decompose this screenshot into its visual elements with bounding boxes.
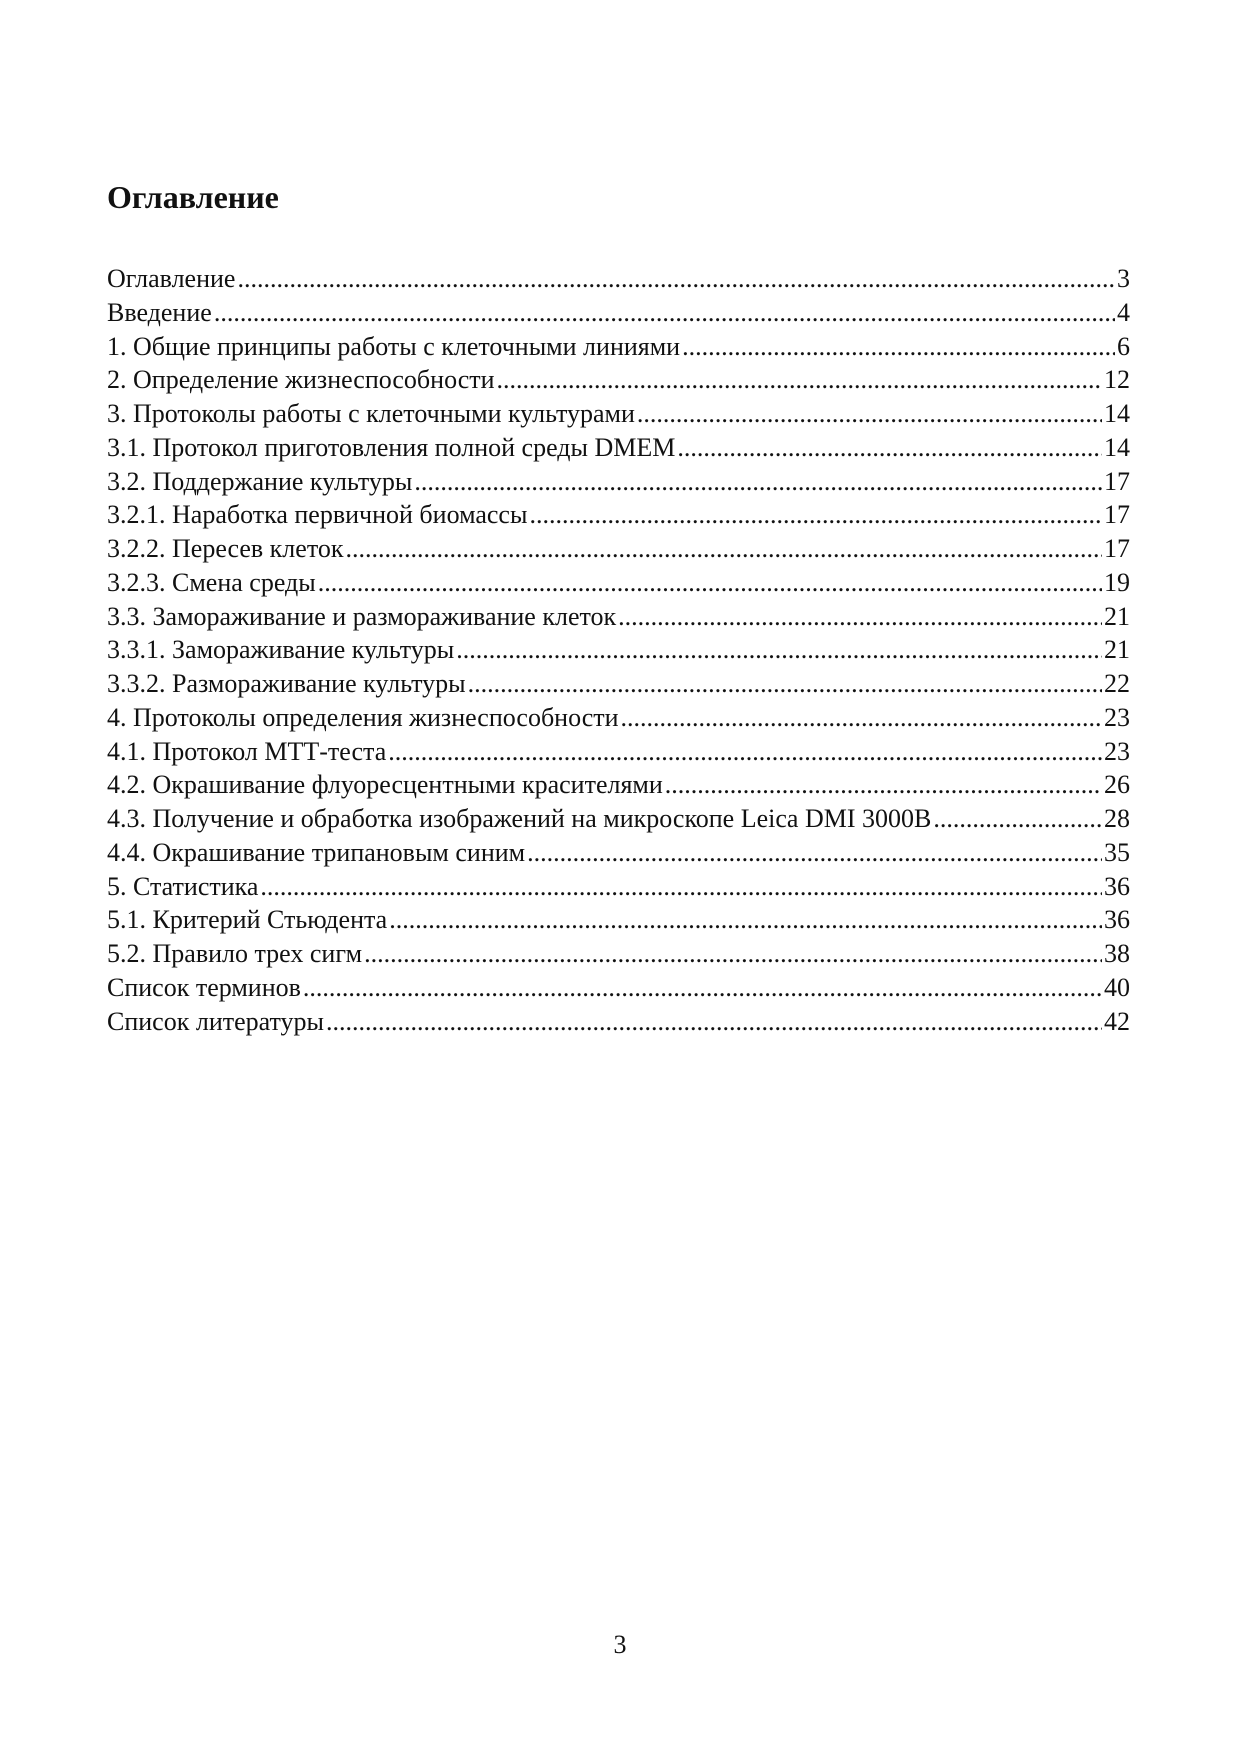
toc-entry[interactable] bbox=[107, 903, 1130, 937]
toc-entry-title: 5.2. Правило трех сигм bbox=[107, 939, 363, 968]
toc-entry-page: 21 bbox=[1104, 601, 1130, 631]
toc-entry-title: 3.1. Протокол приготовления полной среды DMEM bbox=[107, 432, 676, 462]
toc-dot-leader bbox=[260, 870, 1102, 904]
toc-entry[interactable] bbox=[107, 600, 1130, 634]
toc-entry-title: 3.2.3. Смена среды bbox=[107, 567, 316, 597]
toc-entry-page: 14 bbox=[1104, 432, 1130, 462]
toc-entry-page: 36 bbox=[1104, 871, 1130, 901]
toc-entry-title: 3.2. Поддержание культуры bbox=[107, 466, 413, 496]
toc-entry-page: 17 bbox=[1104, 500, 1130, 530]
toc-dot-leader bbox=[677, 431, 1102, 465]
toc-dot-leader bbox=[529, 498, 1102, 532]
toc-dot-leader bbox=[637, 397, 1102, 431]
toc-entry-title: 4.2. Окрашивание флуоресцентными красителями bbox=[107, 770, 663, 800]
toc-entry-page: 38 bbox=[1104, 939, 1130, 968]
toc-entry[interactable] bbox=[107, 768, 1130, 802]
toc-dot-leader bbox=[388, 735, 1102, 769]
toc-dot-leader bbox=[318, 566, 1102, 600]
toc-entry-title: Оглавление bbox=[107, 264, 236, 293]
toc-entry-title: 3. Протоколы работы с клеточными культурами bbox=[107, 399, 635, 428]
toc-entry[interactable] bbox=[107, 296, 1130, 330]
toc-entry-title: 3.2.1. Наработка первичной биомассы bbox=[107, 500, 528, 530]
toc-entry-title: 3.2.2. Пересев клеток bbox=[107, 534, 344, 563]
toc-entry-title: 4.3. Получение и обработка изображений на микроскопе Leica DMI 3000B bbox=[107, 804, 932, 833]
toc-entry-title: Введение bbox=[107, 297, 212, 327]
toc-entry-title: Список терминов bbox=[107, 972, 301, 1002]
toc-entry-page: 26 bbox=[1104, 770, 1130, 800]
toc-entry-page: 6 bbox=[1117, 331, 1130, 361]
toc-dot-leader bbox=[303, 971, 1102, 1005]
toc-entry-page: 17 bbox=[1104, 534, 1130, 563]
toc-dot-leader bbox=[456, 633, 1102, 667]
toc-dot-leader bbox=[237, 262, 1115, 296]
toc-entry-title: 4. Протоколы определения жизнеспособности bbox=[107, 702, 619, 732]
toc-entry[interactable] bbox=[107, 735, 1130, 769]
toc-entry[interactable] bbox=[107, 262, 1130, 296]
toc-entry[interactable] bbox=[107, 937, 1130, 971]
toc-dot-leader bbox=[414, 465, 1102, 499]
toc-entry[interactable] bbox=[107, 1005, 1130, 1039]
toc-dot-leader bbox=[468, 667, 1102, 701]
toc-entry-title: 3.3.1. Замораживание культуры bbox=[107, 635, 455, 665]
toc-dot-leader bbox=[345, 532, 1102, 566]
toc-dot-leader bbox=[682, 330, 1115, 364]
toc-entry[interactable] bbox=[107, 566, 1130, 600]
toc-entry[interactable] bbox=[107, 397, 1130, 431]
toc-entry[interactable] bbox=[107, 836, 1130, 870]
toc-entry-title: 1. Общие принципы работы с клеточными линиями bbox=[107, 331, 681, 361]
toc-entry-title: 5. Статистика bbox=[107, 871, 259, 901]
toc-dot-leader bbox=[364, 937, 1102, 971]
toc-entry[interactable] bbox=[107, 701, 1130, 735]
toc-entry-title: 3.3.2. Размораживание культуры bbox=[107, 669, 466, 698]
toc-entry-page: 19 bbox=[1104, 567, 1130, 597]
toc-dot-leader bbox=[497, 363, 1102, 397]
table-of-contents bbox=[107, 262, 1130, 1038]
toc-dot-leader bbox=[389, 903, 1102, 937]
toc-dot-leader bbox=[214, 296, 1115, 330]
toc-entry-page: 4 bbox=[1117, 297, 1130, 327]
toc-entry-title: 4.4. Окрашивание трипановым синим bbox=[107, 837, 526, 867]
toc-dot-leader bbox=[665, 768, 1102, 802]
toc-dot-leader bbox=[933, 802, 1102, 836]
toc-entry[interactable] bbox=[107, 498, 1130, 532]
toc-entry-title: 3.3. Замораживание и размораживание клеток bbox=[107, 601, 617, 631]
toc-entry-page: 23 bbox=[1104, 736, 1130, 766]
toc-entry[interactable] bbox=[107, 971, 1130, 1005]
toc-entry-page: 42 bbox=[1104, 1006, 1130, 1036]
toc-entry-title: 4.1. Протокол МТТ-теста bbox=[107, 736, 387, 766]
toc-entry-page: 36 bbox=[1104, 905, 1130, 935]
toc-entry[interactable] bbox=[107, 802, 1130, 836]
toc-dot-leader bbox=[621, 701, 1102, 735]
toc-entry-page: 17 bbox=[1104, 466, 1130, 496]
toc-entry-page: 28 bbox=[1104, 804, 1130, 833]
page-title: Оглавление bbox=[107, 179, 279, 215]
toc-entry-page: 3 bbox=[1117, 264, 1130, 293]
toc-entry[interactable] bbox=[107, 363, 1130, 397]
toc-entry-page: 40 bbox=[1104, 972, 1130, 1002]
toc-entry[interactable] bbox=[107, 330, 1130, 364]
toc-entry-page: 23 bbox=[1104, 702, 1130, 732]
toc-entry[interactable] bbox=[107, 431, 1130, 465]
toc-entry[interactable] bbox=[107, 633, 1130, 667]
toc-entry-page: 35 bbox=[1104, 837, 1130, 867]
toc-entry[interactable] bbox=[107, 465, 1130, 499]
page-number: 3 bbox=[613, 1630, 627, 1659]
toc-entry-page: 21 bbox=[1104, 635, 1130, 665]
toc-entry[interactable] bbox=[107, 667, 1130, 701]
toc-entry[interactable] bbox=[107, 532, 1130, 566]
toc-entry-title: Список литературы bbox=[107, 1006, 324, 1036]
toc-entry-title: 5.1. Критерий Стьюдента bbox=[107, 905, 388, 935]
toc-dot-leader bbox=[618, 600, 1102, 634]
toc-entry-title: 2. Определение жизнеспособности bbox=[107, 365, 495, 395]
toc-entry[interactable] bbox=[107, 870, 1130, 904]
toc-dot-leader bbox=[527, 836, 1102, 870]
toc-entry-page: 14 bbox=[1104, 399, 1130, 428]
toc-entry-page: 12 bbox=[1104, 365, 1130, 395]
toc-entry-page: 22 bbox=[1104, 669, 1130, 698]
toc-dot-leader bbox=[326, 1005, 1102, 1039]
